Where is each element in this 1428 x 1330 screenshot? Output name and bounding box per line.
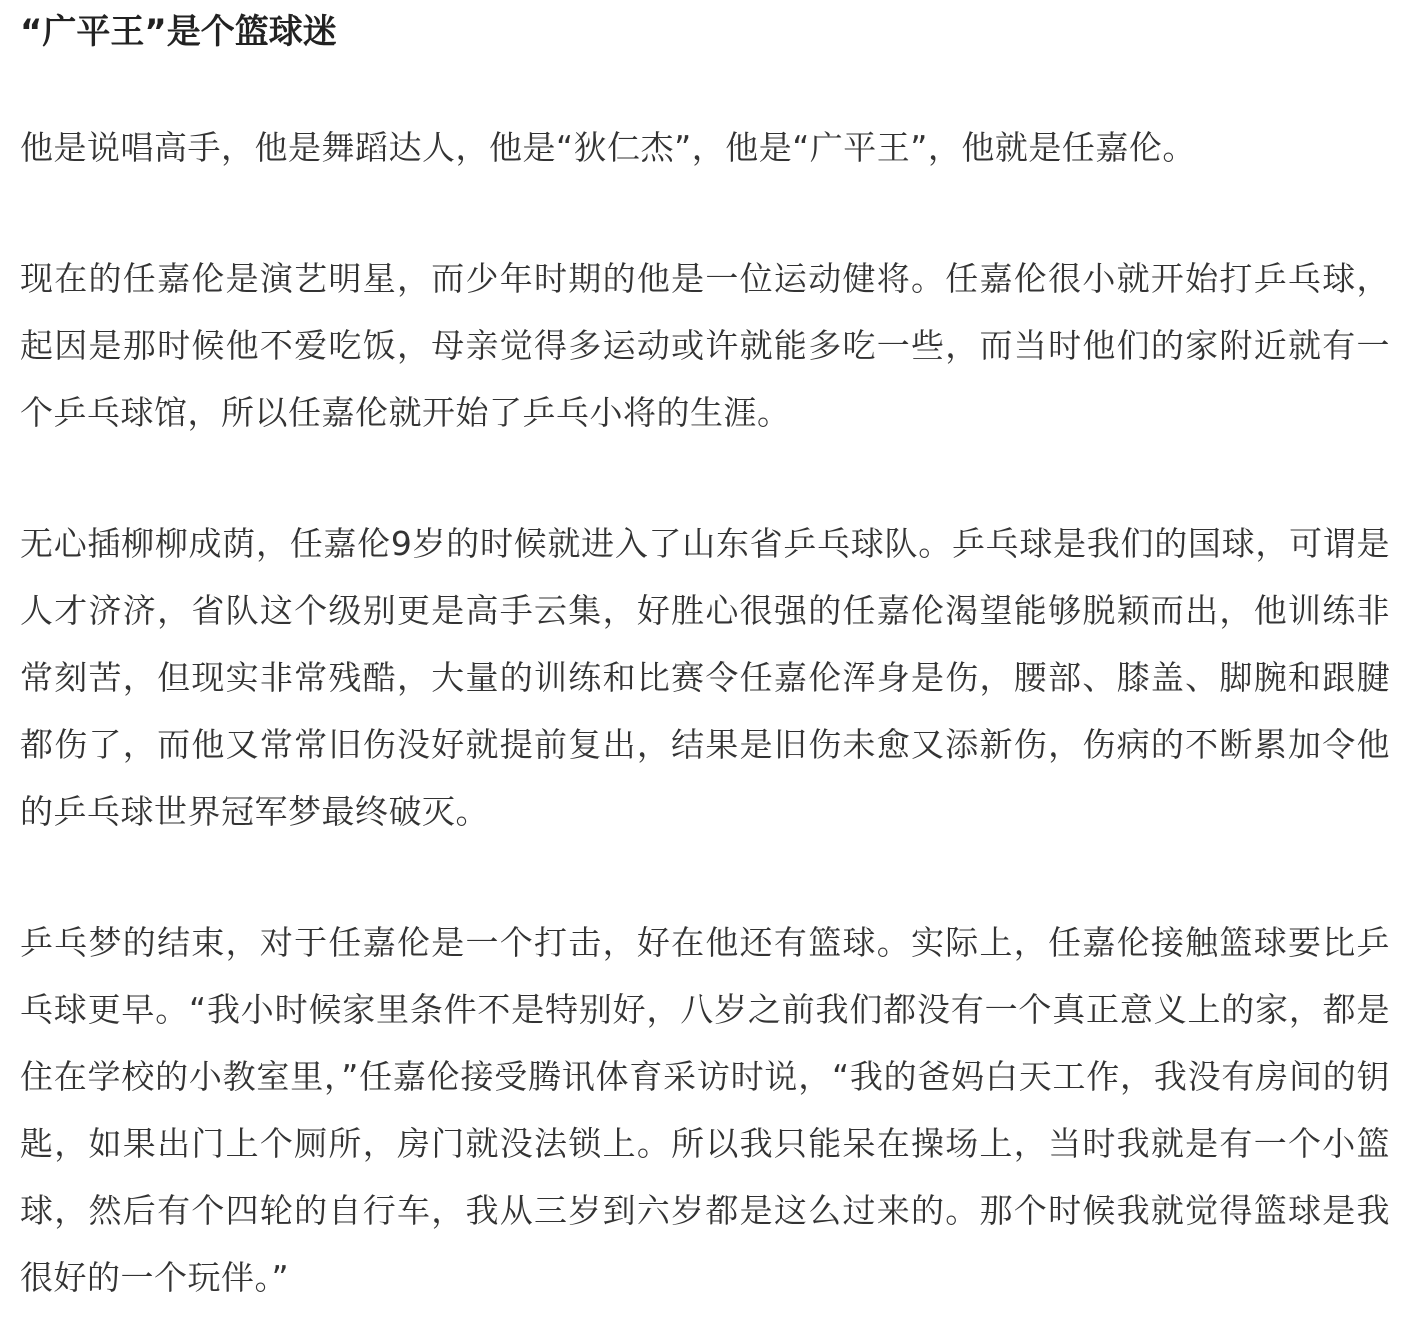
paragraph-provincial-team: 无心插柳柳成荫，任嘉伦9岁的时候就进入了山东省乒乓球队。乒乓球是我们的国球，可谓是人才济济，省队这个级别更是高手云集，好胜心很强的任嘉伦渴望能够脱颖而出，他训练非常刻苦，但现实非常残酷，大量的训练和比赛令任嘉伦浑身是伤，腰部、膝盖、脚腕和跟腱都伤了，而他又常常旧伤没好就提前复出，结果是旧伤未愈又添新伤，伤病的不断累加令他的乒乓球世界冠军梦最终破灭。 (20, 524, 1390, 831)
paragraph-intro: 他是说唱高手，他是舞蹈达人，他是“狄仁杰”，他是“广平王”，他就是任嘉伦。 (20, 128, 1196, 167)
article-heading: “广平王”是个篮球迷 (20, 12, 337, 52)
paragraph-table-tennis-start: 现在的任嘉伦是演艺明星，而少年时期的他是一位运动健将。任嘉伦很小就开始打乒乓球，起因是那时候他不爱吃饭，母亲觉得多运动或许就能多吃一些，而当时他们的家附近就有一个乒乓球馆，所以任嘉伦就开始了乒乓小将的生涯。 (20, 259, 1390, 432)
article (20, 0, 1390, 1311)
paragraph-basketball: 乒乓梦的结束，对于任嘉伦是一个打击，好在他还有篮球。实际上，任嘉伦接触篮球要比乒乓球更早。“我小时候家里条件不是特别好，八岁之前我们都没有一个真正意义上的家，都是住在学校的小教室里，”任嘉伦接受腾讯体育采访时说，“我的爸妈白天工作，我没有房间的钥匙，如果出门上个厕所，房门就没法锁上。所以我只能呆在操场上，当时我就是有一个小篮球，然后有个四轮的自行车，我从三岁到六岁都是这么过来的。那个时候我就觉得篮球是我很好的一个玩伴。” (20, 923, 1390, 1297)
